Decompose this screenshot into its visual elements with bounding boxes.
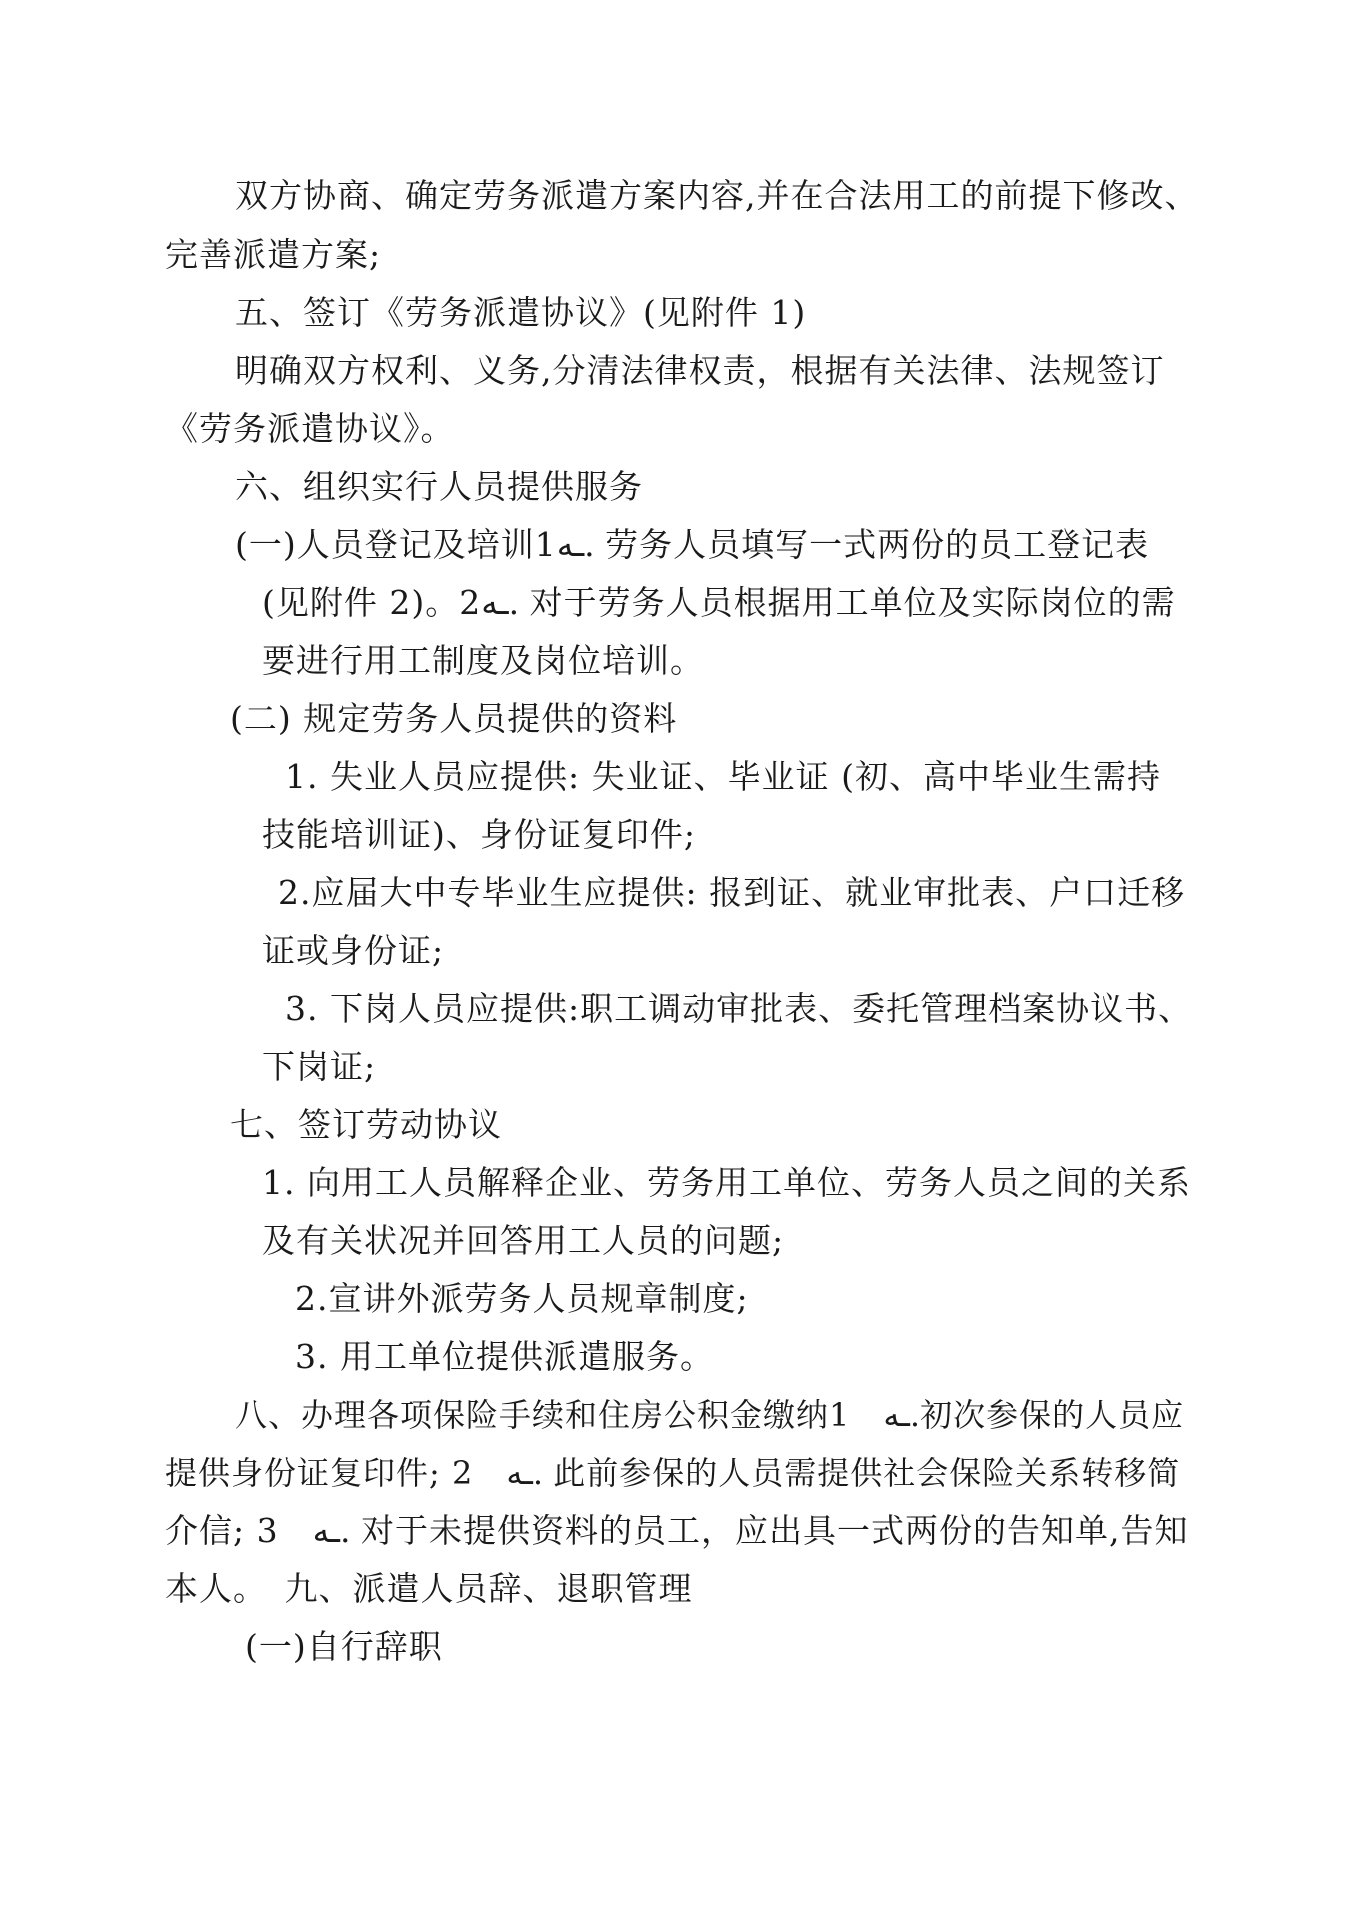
text-line: 双方协商、确定劳务派遣方案内容,并在合法用工的前提下修改、: [235, 176, 1199, 215]
text-line: 介信; 3 ـه. 对于未提供资料的员工，应出具一式两份的告知单,告知: [165, 1511, 1189, 1550]
text-line: 明确双方权利、义务,分清法律权责，根据有关法律、法规签订: [235, 351, 1165, 390]
section-heading: 七、签订劳动协议: [230, 1105, 502, 1144]
text-line: 八、办理各项保险手续和住房公积金缴纳1 ـه.初次参保的人员应: [235, 1396, 1185, 1434]
text-line: (见附件 2)。2ـه. 对于劳务人员根据用工单位及实际岗位的需: [262, 583, 1176, 622]
text-line: (一)人员登记及培训1ـه. 劳务人员填写一式两份的员工登记表: [235, 525, 1150, 564]
section-heading: 六、组织实行人员提供服务: [235, 467, 643, 506]
text-line: 技能培训证)、身份证复印件;: [262, 815, 696, 854]
subsection-heading: (一)自行辞职: [245, 1627, 443, 1666]
text-line: 本人。 九、派遣人员辞、退职管理: [165, 1569, 693, 1608]
text-line: 要进行用工制度及岗位培训。: [262, 641, 704, 680]
text-line: 2.应届大中专毕业生应提供: 报到证、就业审批表、户口迁移: [278, 873, 1186, 912]
subsection-heading: (二) 规定劳务人员提供的资料: [230, 699, 678, 738]
text-line: 3. 用工单位提供派遣服务。: [295, 1337, 714, 1376]
text-line: 及有关状况并回答用工人员的问题;: [262, 1221, 785, 1260]
text-line: 提供身份证复印件; 2 ـه. 此前参保的人员需提供社会保险关系转移简: [165, 1454, 1181, 1492]
text-line: 下岗证;: [262, 1047, 377, 1086]
text-line: 1. 失业人员应提供: 失业证、毕业证 (初、高中毕业生需持: [285, 757, 1161, 796]
section-heading: 五、签订《劳务派遣协议》(见附件 1): [235, 293, 807, 332]
text-line: 2.宣讲外派劳务人员规章制度;: [295, 1279, 749, 1318]
text-line: 《劳务派遣协议》。: [165, 409, 455, 448]
text-line: 证或身份证;: [262, 931, 445, 970]
text-line: 3. 下岗人员应提供:职工调动审批表、委托管理档案协议书、: [285, 989, 1193, 1028]
text-line: 完善派遣方案;: [165, 235, 382, 274]
text-line: 1. 向用工人员解释企业、劳务用工单位、劳务人员之间的关系: [262, 1163, 1191, 1202]
